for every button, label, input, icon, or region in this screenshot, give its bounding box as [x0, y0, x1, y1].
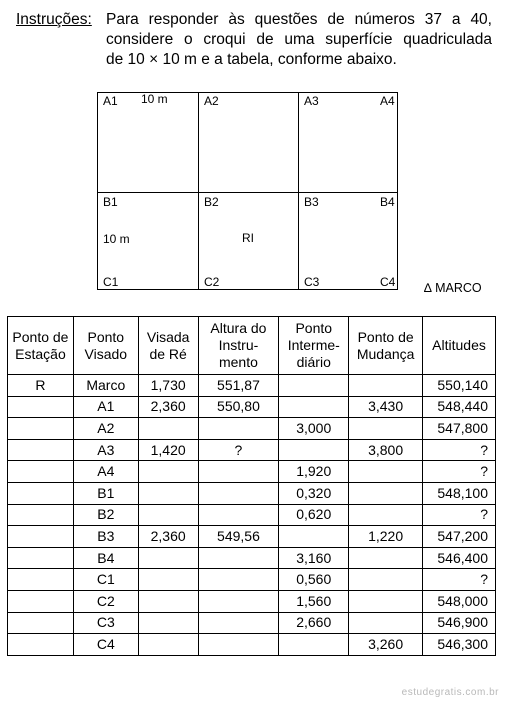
table-cell: 548,000 [423, 590, 496, 612]
table-cell: 2,660 [279, 612, 349, 634]
table-cell: 1,730 [138, 375, 198, 397]
instructions-line-3: de 10 × 10 m e a tabela, conforme abaixo. [106, 51, 397, 68]
column-header: Visada de Ré [138, 317, 198, 375]
table-cell [349, 375, 423, 397]
table-cell [349, 612, 423, 634]
table-row [8, 482, 496, 504]
table-cell: 548,440 [423, 396, 496, 418]
table-row [8, 439, 496, 461]
table-cell [349, 590, 423, 612]
table-cell [8, 396, 74, 418]
table-cell [198, 461, 279, 483]
table-cell [349, 461, 423, 483]
table-cell [8, 504, 74, 526]
table-cell: R [8, 375, 74, 397]
column-header: Altitudes [423, 317, 496, 375]
instructions-text [106, 10, 492, 70]
table-cell: 3,260 [349, 634, 423, 656]
table-cell [279, 439, 349, 461]
table-cell [198, 418, 279, 440]
point-label-b1: B1 [103, 195, 118, 209]
table-cell: 3,800 [349, 439, 423, 461]
table-row [8, 634, 496, 656]
point-label-b2: B2 [204, 195, 219, 209]
table-cell [349, 504, 423, 526]
table-row [8, 569, 496, 591]
table-cell: 3,160 [279, 547, 349, 569]
marco-label: ∆ MARCO [424, 281, 482, 295]
table-cell [198, 634, 279, 656]
instructions-line-2: considere o croqui de uma superfície quadriculada [106, 31, 492, 48]
table-cell [8, 526, 74, 548]
table-cell [349, 547, 423, 569]
table-cell: ? [423, 569, 496, 591]
instructions-label: Instruções: [16, 11, 92, 28]
table-body [8, 375, 496, 656]
table-cell: ? [423, 461, 496, 483]
column-header: Ponto Interme- diário [279, 317, 349, 375]
table-cell: B2 [73, 504, 138, 526]
table-cell [198, 504, 279, 526]
table-cell [8, 439, 74, 461]
table-cell [8, 482, 74, 504]
table-cell [8, 634, 74, 656]
table-cell [8, 569, 74, 591]
table-cell [279, 526, 349, 548]
table-cell: 548,100 [423, 482, 496, 504]
table-cell [138, 504, 198, 526]
table-cell: 551,87 [198, 375, 279, 397]
table-cell: 1,560 [279, 590, 349, 612]
table-row [8, 504, 496, 526]
table-cell: 549,56 [198, 526, 279, 548]
table-cell [138, 547, 198, 569]
table-cell: B1 [73, 482, 138, 504]
table-cell [8, 461, 74, 483]
table-cell: 3,000 [279, 418, 349, 440]
table-header-row [8, 317, 496, 375]
point-label-a2: A2 [204, 94, 219, 108]
table-cell: C3 [73, 612, 138, 634]
table-cell: A3 [73, 439, 138, 461]
table-cell [279, 375, 349, 397]
table-cell [8, 612, 74, 634]
table-cell: 547,800 [423, 418, 496, 440]
table-cell [198, 482, 279, 504]
point-label-c2: C2 [204, 275, 220, 289]
table-cell: ? [423, 439, 496, 461]
table-cell [138, 418, 198, 440]
table-cell: 0,620 [279, 504, 349, 526]
table-row [8, 612, 496, 634]
table-cell: B3 [73, 526, 138, 548]
table-cell: Marco [73, 375, 138, 397]
table-cell: 0,320 [279, 482, 349, 504]
table-cell: 2,360 [138, 526, 198, 548]
table-cell [138, 612, 198, 634]
table-cell [349, 569, 423, 591]
point-label-b4: B4 [380, 195, 395, 209]
table-cell: C1 [73, 569, 138, 591]
table-cell [8, 590, 74, 612]
table-cell: ? [423, 504, 496, 526]
table-row [8, 461, 496, 483]
table-cell: 546,400 [423, 547, 496, 569]
table-cell [198, 612, 279, 634]
dimension-label-top: 10 m [141, 92, 168, 106]
table-cell: C4 [73, 634, 138, 656]
dimension-label-side: 10 m [103, 232, 130, 246]
column-header: Ponto Visado [73, 317, 138, 375]
leveling-table [7, 316, 496, 656]
table-cell [8, 547, 74, 569]
table-cell: 1,920 [279, 461, 349, 483]
table-cell: 0,560 [279, 569, 349, 591]
point-label-c4: C4 [380, 275, 396, 289]
table-cell: 550,80 [198, 396, 279, 418]
table-cell [279, 634, 349, 656]
table-cell: 547,200 [423, 526, 496, 548]
column-header: Ponto de Mudança [349, 317, 423, 375]
table-cell: 3,430 [349, 396, 423, 418]
table-cell [138, 482, 198, 504]
table-cell [8, 418, 74, 440]
table-cell [138, 634, 198, 656]
table-row [8, 396, 496, 418]
rn-label: RI [242, 231, 254, 245]
table-cell [138, 569, 198, 591]
point-label-c1: C1 [103, 275, 119, 289]
column-header: Ponto de Estação [8, 317, 74, 375]
table-cell: 546,300 [423, 634, 496, 656]
table-cell: 546,900 [423, 612, 496, 634]
table-row [8, 418, 496, 440]
table-cell [198, 590, 279, 612]
column-header: Altura do Instru- mento [198, 317, 279, 375]
table-cell [138, 461, 198, 483]
grid-sketch [97, 92, 398, 290]
table-cell: A1 [73, 396, 138, 418]
table-cell [138, 590, 198, 612]
table-cell: 2,360 [138, 396, 198, 418]
point-label-a1: A1 [103, 94, 118, 108]
table-cell: C2 [73, 590, 138, 612]
table-cell: 550,140 [423, 375, 496, 397]
table-cell [198, 569, 279, 591]
point-label-b3: B3 [304, 195, 319, 209]
table-row [8, 526, 496, 548]
table-row [8, 375, 496, 397]
table-cell: A2 [73, 418, 138, 440]
table-cell [349, 482, 423, 504]
table-row [8, 590, 496, 612]
watermark: estudegratis.com.br [401, 687, 499, 698]
table-cell [198, 547, 279, 569]
table-cell: ? [198, 439, 279, 461]
table-cell: 1,220 [349, 526, 423, 548]
table-cell [279, 396, 349, 418]
instructions-line-1: Para responder às questões de números 37 a 40, [106, 11, 492, 28]
table-cell: A4 [73, 461, 138, 483]
point-label-c3: C3 [304, 275, 320, 289]
point-label-a4: A4 [380, 94, 395, 108]
table-cell: B4 [73, 547, 138, 569]
table-cell: 1,420 [138, 439, 198, 461]
point-label-a3: A3 [304, 94, 319, 108]
table-row [8, 547, 496, 569]
table-cell [349, 418, 423, 440]
